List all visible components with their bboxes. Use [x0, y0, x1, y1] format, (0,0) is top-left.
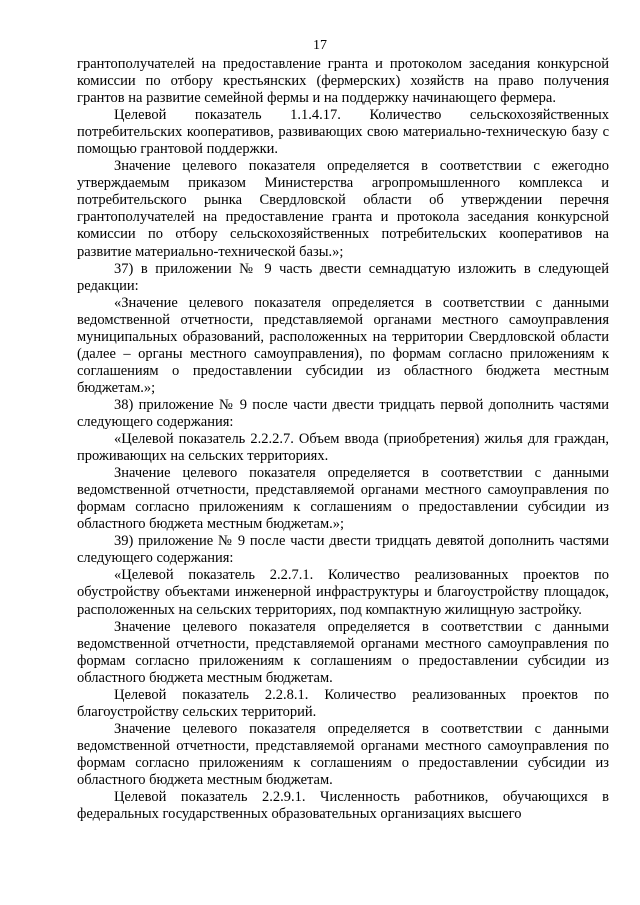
paragraph-indicator-value-definition: Значение целевого показателя определяется в соответствии с ежегодно утверждаемым приказом Министерства агропромышленного комплекса и потребительского рынка Свердловской области об утверждении перечня грантополучателей на предоставление гранта и протокола заседания конкурсной комиссии по отбору сельскохозяйственных потребительских кооперативов на развитие материально-технической базы.»;	[77, 158, 609, 260]
paragraph-item-39: 39) приложение № 9 после части двести тридцать девятой дополнить частями следующего содержания:	[77, 533, 609, 567]
paragraph-item-38: 38) приложение № 9 после части двести тридцать первой дополнить частями следующего содержания:	[77, 396, 609, 430]
page-number: 17	[313, 38, 327, 53]
paragraph-target-indicator-2-2-8-1: Целевой показатель 2.2.8.1. Количество реализованных проектов по благоустройству сельских территорий.	[77, 686, 609, 720]
paragraph-target-indicator-2-2-2-7: «Целевой показатель 2.2.2.7. Объем ввода (приобретения) жилья для граждан, проживающих на сельских территориях.	[77, 431, 609, 465]
document-body	[77, 56, 609, 823]
paragraph-indicator-value-definition: Значение целевого показателя определяется в соответствии с данными ведомственной отчетности, представляемой органами местного самоуправления по формам согласно приложениям к соглашениям о предоставлении субсидии из областного бюджета местным бюджетам.	[77, 720, 609, 788]
paragraph-item-37-text: «Значение целевого показателя определяется в соответствии с данными ведомственной отчетности, представляемой органами местного самоуправления муниципальных образований, расположенных на территории Свердловской области (далее – органы местного самоуправления), по формам согласно приложениям к соглашениям о предоставлении субсидии из областного бюджета местным бюджетам.»;	[77, 294, 609, 396]
paragraph-indicator-value-definition: Значение целевого показателя определяется в соответствии с данными ведомственной отчетности, представляемой органами местного самоуправления по формам согласно приложениям к соглашениям о предоставлении субсидии из областного бюджета местным бюджетам.	[77, 618, 609, 686]
paragraph-continuation: грантополучателей на предоставление гранта и протоколом заседания конкурсной комиссии по отбору крестьянских (фермерских) хозяйств на право получения грантов на развитие семейной фермы и на поддержку начинающего фермера.	[77, 56, 609, 107]
paragraph-target-indicator-2-2-9-1: Целевой показатель 2.2.9.1. Численность работников, обучающихся в федеральных государственных образовательных организациях высшего	[77, 789, 609, 823]
paragraph-target-indicator-1-1-4-17: Целевой показатель 1.1.4.17. Количество сельскохозяйственных потребительских кооперативов, развивающих свою материально-техническую базу с помощью грантовой поддержки.	[77, 107, 609, 158]
paragraph-indicator-value-definition: Значение целевого показателя определяется в соответствии с данными ведомственной отчетности, представляемой органами местного самоуправления по формам согласно приложениям к соглашениям о предоставлении субсидии из областного бюджета местным бюджетам.»;	[77, 465, 609, 533]
paragraph-target-indicator-2-2-7-1: «Целевой показатель 2.2.7.1. Количество реализованных проектов по обустройству объектами инженерной инфраструктуры и благоустройству площадок, расположенных на сельских территориях, под компактную жилищную застройку.	[77, 567, 609, 618]
paragraph-item-37: 37) в приложении № 9 часть двести семнадцатую изложить в следующей редакции:	[77, 260, 609, 294]
